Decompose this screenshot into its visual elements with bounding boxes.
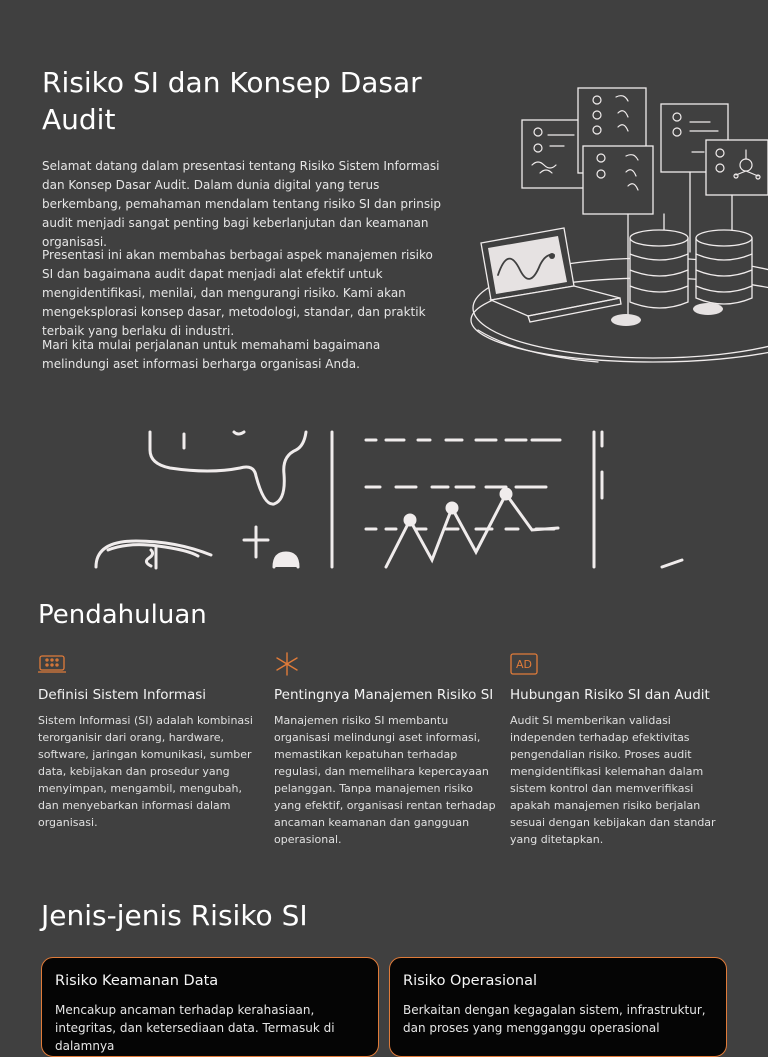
feature-text: Sistem Informasi (SI) adalah kombinasi terorganisir dari orang, hardware, software, jaringan komunikasi, sumber data, kebijakan dan prosedur yang menyimpan, mengambil, mengubah, dan menyebarkan informasi dalam organisasi. <box>38 714 253 829</box>
risk-card-title: Risiko Keamanan Data <box>55 973 219 989</box>
intro-paragraph-3: Mari kita mulai perjalanan untuk memahami bagaimana melindungi aset informasi berharga organisasi Anda. <box>42 338 381 371</box>
feature-definisi-si <box>38 652 260 831</box>
data-dashboard-illustration <box>478 80 768 370</box>
page-title: Risiko SI dan Konsep Dasar Audit <box>42 66 422 136</box>
risk-card-text: Berkaitan dengan kegagalan sistem, infrastruktur, dan proses yang mengganggu operasional <box>403 1003 706 1035</box>
risk-card-keamanan-data <box>41 957 379 1057</box>
intro-paragraph-1: Selamat datang dalam presentasi tentang Risiko Sistem Informasi dan Konsep Dasar Audit. Dalam dunia digital yang terus berkembang, pemahaman mendalam tentang risiko SI dan prinsip audit menjadi sangat penting bagi keberlanjutan dan keamanan organisasi. <box>42 159 442 249</box>
section-title-jenis-risiko: Jenis-jenis Risiko SI <box>41 899 308 932</box>
feature-text: Audit SI memberikan validasi independen terhadap efektivitas pengendalian risiko. Proses audit mengidentifikasi kelemahan dalam sistem kontrol dan memverifikasi apakah manajemen risiko berjalan sesuai dengan kebijakan dan standar yang ditetapkan. <box>510 714 716 846</box>
asterisk-icon <box>274 652 302 676</box>
feature-title: Definisi Sistem Informasi <box>38 687 207 703</box>
ad-badge-icon <box>510 652 538 676</box>
feature-title: Hubungan Risiko SI dan Audit <box>510 687 710 703</box>
intro-paragraph-2: Presentasi ini akan membahas berbagai aspek manajemen risiko SI dan bagaimana audit dapat menjadi alat efektif untuk mengidentifikasi, menilai, dan mengurangi risiko. Kami akan mengeksplorasi konsep dasar, metodologi, standar, dan praktik terbaik yang berlaku di industri. <box>42 248 433 338</box>
computer-chip-icon <box>38 652 66 676</box>
section-title-pendahuluan: Pendahuluan <box>38 600 207 630</box>
risk-card-title: Risiko Operasional <box>403 973 537 989</box>
risk-card-text: Mencakup ancaman terhadap kerahasiaan, integritas, dan ketersediaan data. Termasuk di dalamnya <box>55 1003 335 1053</box>
analytics-banner-illustration <box>96 432 686 567</box>
risk-card-operasional <box>389 957 727 1057</box>
ad-badge-text: AD <box>516 658 532 671</box>
feature-manajemen-risiko <box>274 652 496 848</box>
feature-title: Pentingnya Manajemen Risiko SI <box>274 687 494 703</box>
feature-text: Manajemen risiko SI membantu organisasi melindungi aset informasi, memastikan kepatuhan terhadap regulasi, dan memelihara kepercayaan pelanggan. Tanpa manajemen risiko yang efektif, organisasi rentan terhadap ancaman keamanan dan gangguan operasional. <box>274 714 496 846</box>
feature-hubungan-audit <box>510 652 732 848</box>
